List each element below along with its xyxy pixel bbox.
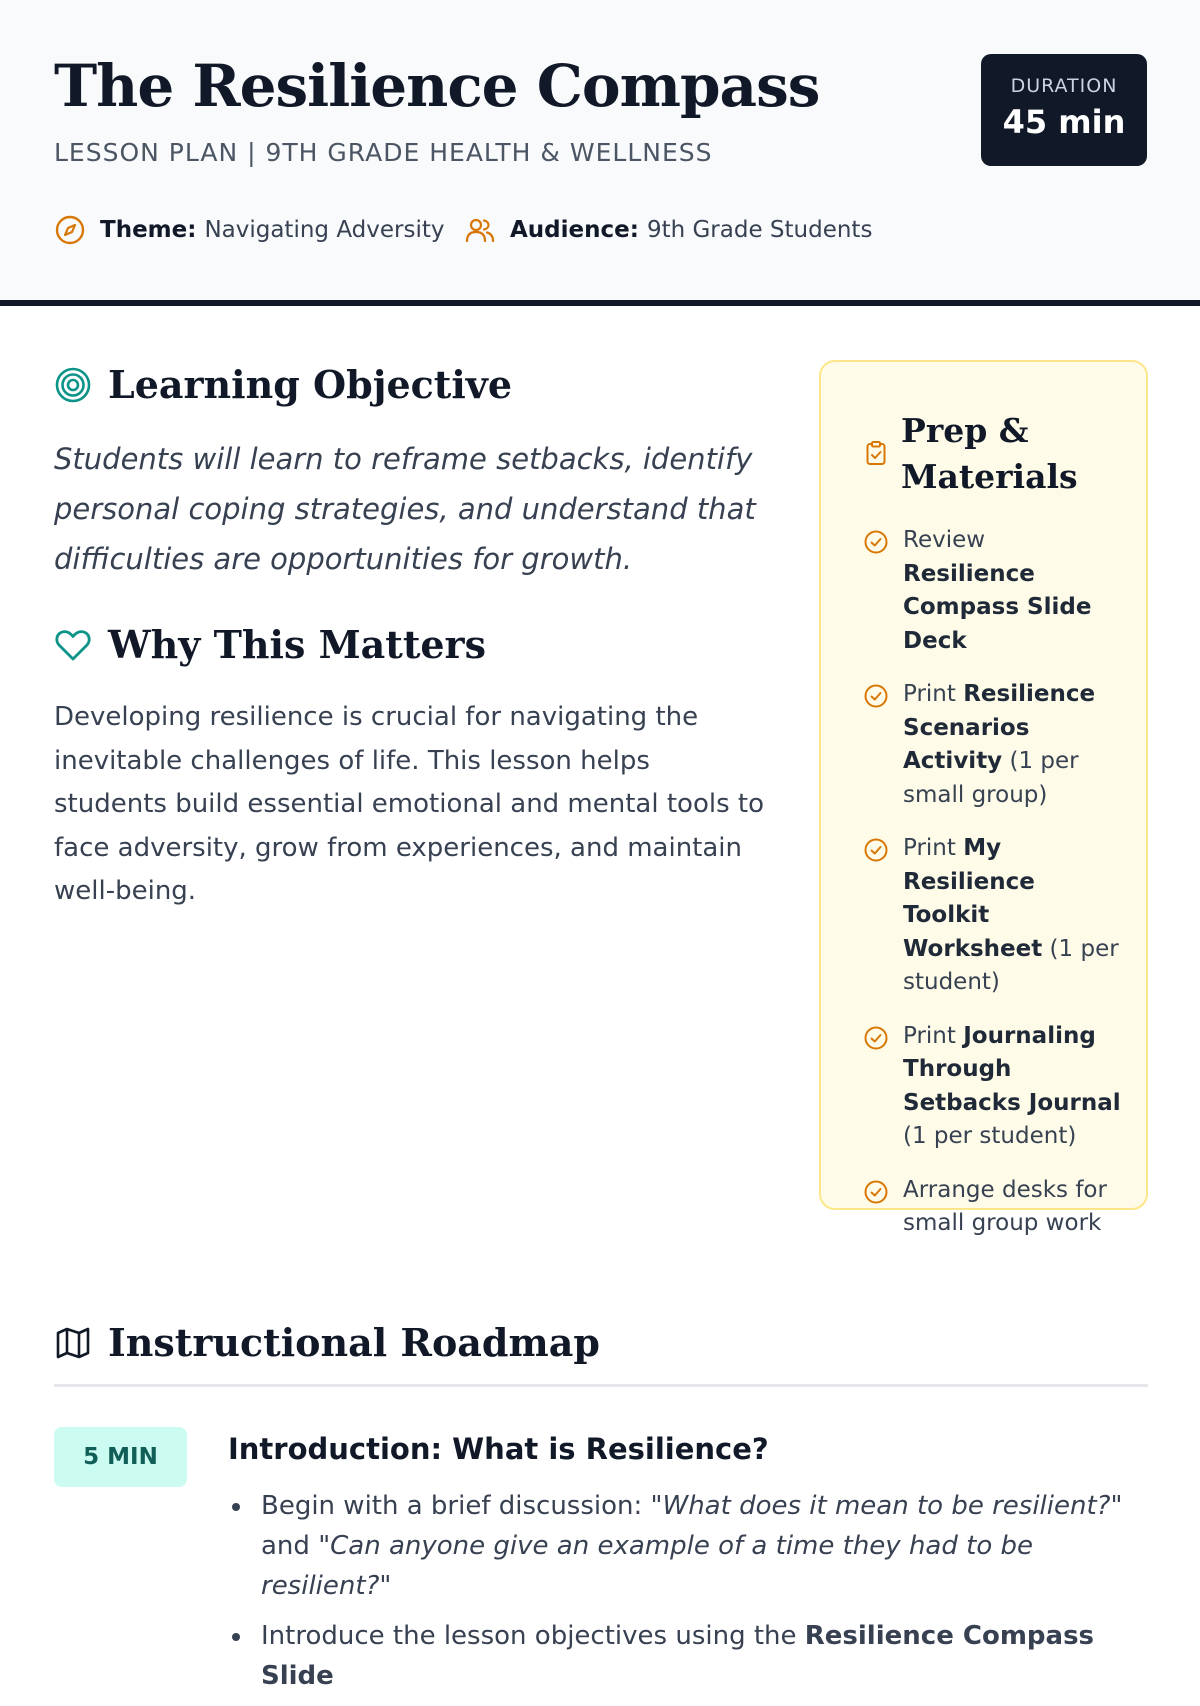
bullet-text: and bbox=[261, 1531, 319, 1561]
map-icon bbox=[54, 1324, 92, 1362]
prep-item-prefix: Print bbox=[903, 681, 964, 707]
prep-item-material: Resilience Compass Slide Deck bbox=[903, 560, 1092, 654]
check-circle-icon bbox=[863, 1179, 889, 1205]
roadmap-heading-text: Instructional Roadmap bbox=[108, 1320, 600, 1365]
check-circle-icon bbox=[863, 1025, 889, 1051]
prep-item-prefix: Review bbox=[903, 527, 986, 553]
target-icon bbox=[54, 366, 92, 404]
users-icon bbox=[464, 214, 496, 246]
time-badge: 5 MIN bbox=[54, 1427, 187, 1487]
why-heading bbox=[54, 622, 486, 667]
objective-text: Students will learn to reframe setbacks, identify personal coping strategies, and understand that difficulties are opportunities for growth. bbox=[54, 442, 756, 576]
bullet-quote: "What does it mean to be resilient?" bbox=[650, 1491, 1123, 1521]
list-item bbox=[863, 832, 1123, 1000]
prep-list bbox=[863, 524, 1123, 1261]
prep-item-note: (1 per student) bbox=[903, 935, 1119, 995]
list-item bbox=[863, 678, 1123, 812]
why-text: Developing resilience is crucial for navigating the inevitable challenges of life. This lesson helps students build essential emotional and mental tools to face adversity, grow from experiences, and maintain well-being. bbox=[54, 702, 764, 906]
heart-icon bbox=[54, 626, 92, 664]
prep-item-material: My Resilience Toolkit Worksheet bbox=[903, 835, 1043, 962]
prep-item-note: (1 per small group) bbox=[903, 748, 1079, 808]
check-circle-icon bbox=[863, 837, 889, 863]
theme-value: Navigating Adversity bbox=[204, 217, 445, 243]
header bbox=[0, 0, 1200, 306]
bullet-material: Resilience Compass Slide bbox=[261, 1621, 1095, 1691]
check-circle-icon bbox=[863, 683, 889, 709]
objective-heading-text: Learning Objective bbox=[108, 362, 513, 407]
roadmap-heading bbox=[54, 1320, 600, 1365]
list-item bbox=[863, 1174, 1123, 1241]
prep-card bbox=[819, 360, 1148, 1236]
prep-item-material: Resilience Scenarios Activity bbox=[903, 681, 1096, 774]
audience-label: Audience: bbox=[510, 217, 639, 243]
duration-badge bbox=[981, 54, 1147, 166]
duration-value: 45 min bbox=[1002, 103, 1126, 141]
prep-item-note: (1 per student) bbox=[903, 1123, 1077, 1149]
list-item bbox=[863, 524, 1123, 658]
check-circle-icon bbox=[863, 529, 889, 555]
prep-item-material: Journaling Through Setbacks Journal bbox=[903, 1022, 1121, 1116]
prep-heading: Prep & Materials bbox=[901, 411, 1078, 496]
clipboard-check-icon bbox=[863, 440, 889, 466]
bullet-text: Introduce the lesson objectives using the bbox=[261, 1621, 805, 1651]
page-subtitle: LESSON PLAN | 9TH GRADE HEALTH & WELLNESS bbox=[54, 138, 713, 167]
prep-item-prefix: Arrange desks for small group work bbox=[903, 1176, 1107, 1236]
audience-value: 9th Grade Students bbox=[646, 217, 873, 243]
compass-icon bbox=[54, 214, 86, 246]
prep-item-prefix: Print bbox=[903, 1022, 964, 1049]
prep-item-prefix: Print bbox=[903, 835, 964, 861]
step-title: Introduction: What is Resilience? bbox=[228, 1432, 769, 1466]
bullet-quote: "Can anyone give an example of a time they had to be resilient?" bbox=[261, 1531, 1033, 1601]
bullet-text: Begin with a brief discussion: bbox=[261, 1491, 651, 1521]
duration-label: DURATION bbox=[1010, 75, 1118, 97]
divider bbox=[54, 1384, 1148, 1387]
why-heading-text: Why This Matters bbox=[108, 622, 486, 667]
audience-meta bbox=[464, 214, 872, 246]
list-item bbox=[863, 1020, 1123, 1154]
page-title: The Resilience Compass bbox=[54, 52, 820, 120]
theme-label: Theme: bbox=[100, 217, 197, 243]
list-item bbox=[228, 1616, 1148, 1696]
theme-meta bbox=[54, 214, 444, 246]
step-bullets bbox=[228, 1486, 1148, 1706]
objective-heading bbox=[54, 362, 512, 407]
list-item bbox=[228, 1486, 1148, 1606]
